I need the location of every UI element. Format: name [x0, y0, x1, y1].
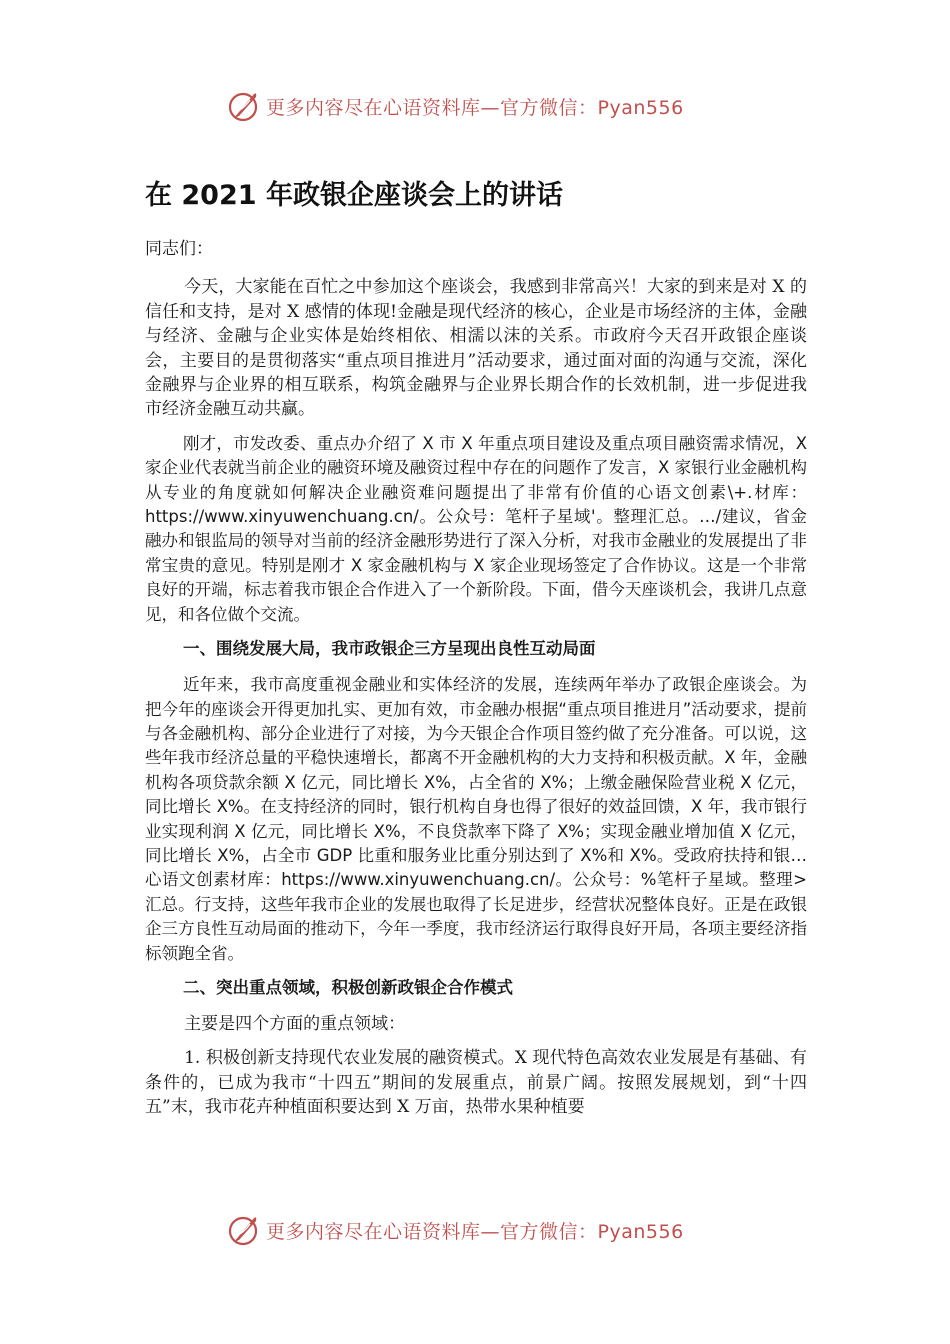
paragraph-2: 刚才，市发改委、重点办介绍了 X 市 X 年重点项目建设及重点项目融资需求情况，X 家企业代表就当前企业的融资环境及融资过程中存在的问题作了发言，X 家银行业金融机构从专业的角度就如何解决企业融资难问题提出了非常有价值的心语文创素\+.材库：https://www.xinyuwenchuang.cn/。公众号：笔杆子星域'。整理汇总。…/建议，省金融办和银监局的领导对当前的经济金融形势进行了深入分析，对我市金融业的发展提出了非常宝贵的意见。特别是刚才 X 家金融机构与 X 家企业现场签定了合作协议。这是一个非常良好的开端，标志着我市银企合作进入了一个新阶段。下面，借今天座谈机会，我讲几点意见，和各位做个交流。 — [145, 433, 807, 624]
document-body — [145, 176, 807, 1130]
watermark-text: 更多内容尽在心语资料库—官方微信：Pyan556 — [266, 96, 684, 119]
paragraph-1: 今天，大家能在百忙之中参加这个座谈会，我感到非常高兴！大家的到来是对 X 的信任和支持，是对 X 感情的体现!金融是现代经济的核心，企业是市场经济的主体，金融与经济、金融与企业实体是始终相依、相濡以沫的关系。市政府今天召开政银企座谈会，主要目的是贯彻落实“重点项目推进月”活动要求，通过面对面的沟通与交流，深化金融界与企业界的相互联系，构筑金融界与企业界长期合作的长效机制，进一步促进我市经济金融互动共赢。 — [145, 277, 807, 420]
paragraph-4: 主要是四个方面的重点领域： — [184, 1013, 406, 1034]
quill-pen-circle-icon — [226, 1212, 262, 1248]
salutation: 同志们： — [145, 239, 213, 259]
header-watermark — [226, 86, 726, 126]
watermark-text: 更多内容尽在心语资料库—官方微信：Pyan556 — [266, 1220, 684, 1243]
quill-pen-circle-icon — [226, 88, 262, 124]
section-heading-2: 二、突出重点领域，积极创新政银企合作模式 — [182, 977, 513, 997]
paragraph-3: 近年来，我市高度重视金融业和实体经济的发展，连续两年举办了政银企座谈会。为把今年的座谈会开得更加扎实、更加有效，市金融办根据“重点项目推进月”活动要求，提前与各金融机构、部分企业进行了对接，为今天银企合作项目签约做了充分准备。可以说，这些年我市经济总量的平稳快速增长，都离不开金融机构的大力支持和积极贡献。X 年，金融机构各项贷款余额 X 亿元，同比增长 X%，占全省的 X%；上缴金融保险营业税 X 亿元，同比增长 X%。在支持经济的同时，银行机构自身也得了很好的效益回馈，X 年，我市银行业实现利润 X 亿元，同比增长 X%，不良贷款率下降了 X%；实现金融业增加值 X 亿元，同比增长 X%，占全市 GDP 比重和服务业比重分别达到了 X%和 X%。受政府扶持和银…心语文创素材库：https://www.xinyuwenchuang.cn/。公众号：%笔杆子星域。整理>汇总。行支持，这些年我市企业的发展也取得了长足进步，经营状况整体良好。正是在政银企三方良性互动局面的推动下，今年一季度，我市经济运行取得良好开局，各项主要经济指标领跑全省。 — [145, 675, 807, 963]
footer-watermark — [226, 1210, 726, 1250]
page-title: 在 2021 年政银企座谈会上的讲话 — [145, 180, 563, 211]
section-heading-1: 一、围绕发展大局，我市政银企三方呈现出良性互动局面 — [182, 639, 596, 659]
paragraph-5: 1. 积极创新支持现代农业发展的融资模式。X 现代特色高效农业发展是有基础、有条件的，已成为我市“十四五”期间的发展重点，前景广阔。按照发展规划，到“十四五”末，我市花卉种植面积要达到 X 万亩，热带水果种植要 — [145, 1048, 807, 1118]
